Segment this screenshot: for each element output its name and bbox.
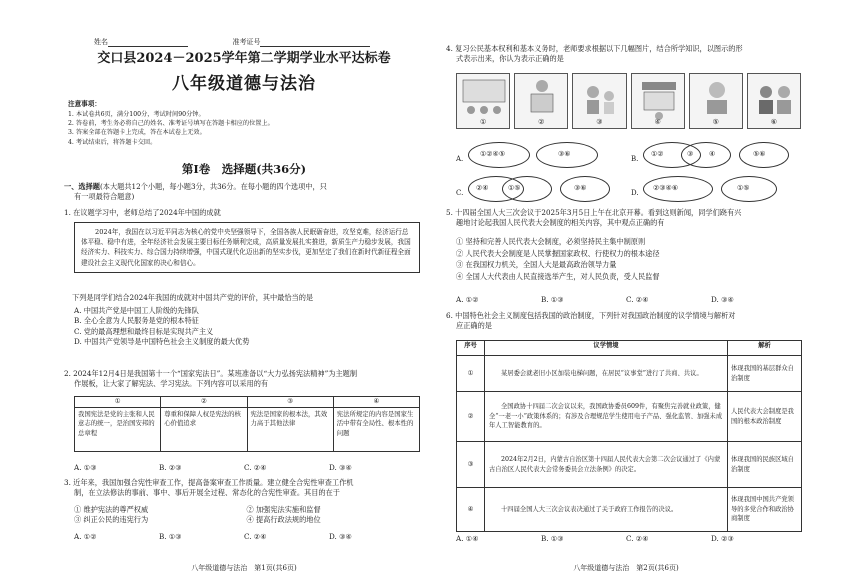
q6-row-context: 2024年2月2日，内蒙古自治区第十四届人民代表大会第二次会议通过了《内蒙古自治区人民代表大会常务委员会立法条例》的决定。 [485, 442, 728, 488]
option-a[interactable]: A. 中国共产党是中国工人阶级的先锋队 [74, 306, 199, 315]
q6-row-no: ① [457, 356, 485, 392]
picture-number: ④ [654, 117, 661, 126]
q6-row-analysis: 体现我国中国共产党领导的多党合作和政治协商制度 [728, 488, 802, 532]
option-d[interactable]: D. ③④ [329, 532, 352, 541]
venn-right: ④ [709, 150, 716, 158]
q2-header-1: ① [75, 397, 161, 408]
q6-row-analysis: 体现我国的民族区域自治制度 [728, 442, 802, 488]
venn-extra: ⑤⑥ [753, 150, 766, 158]
question-3-options [64, 532, 414, 542]
q2-cell-3: 宪法是国家的根本法，其效力高于其他法律 [247, 407, 333, 451]
question-5-items [456, 236, 801, 282]
question-4-stem-line1: 4. 复习公民基本权利和基本义务时，老师要求根据以下几幅图片，结合所学知识，以图示的形 [446, 44, 743, 53]
question-3-items [74, 505, 419, 526]
question-2-options [64, 463, 414, 473]
question-1-ask: 下列是同学们结合2024年我国的成就对中国共产党的评价，其中最恰当的是 [72, 293, 314, 302]
q5-item: ① 坚持和完善人民代表大会制度，必须坚持民主集中制原则 [456, 237, 646, 246]
name-blank[interactable] [108, 39, 188, 47]
option-letter: A. [456, 155, 464, 163]
picture-number: ⑤ [712, 117, 719, 126]
question-4-stem [446, 44, 806, 65]
question-1-options [74, 306, 419, 348]
q3-item: ④ 提高行政法规的地位 [246, 515, 321, 525]
question-6-options [446, 534, 796, 544]
option-letter: B. [631, 155, 639, 163]
question-5-stem-line2: 趣地讨论起我国人民代表大会制度的相关内容，其中观点正确的有 [456, 218, 665, 228]
q3-item: ② 加强宪法实施和监督 [246, 505, 321, 514]
option-b[interactable]: B. ①③ [159, 532, 182, 541]
question-2-stem-line1: 2. 2024年12月4日是我国第十一个“国家宪法日”。某班准备以“大力弘扬宪法精神”为主题制 [64, 369, 358, 378]
q3-item: ① 维护宪法的尊严权威 [74, 505, 149, 514]
option-a[interactable] [456, 140, 626, 170]
option-a[interactable]: A. ①④ [456, 534, 479, 543]
venn-left: ①②④⑤ [480, 150, 506, 158]
option-d[interactable]: D. ③④ [711, 295, 734, 304]
q5-item: ② 人民代表大会制度是人民掌握国家政权、行使权力的根本途径 [456, 248, 660, 258]
q2-header-3: ③ [247, 397, 333, 408]
page-footer: 八年级道德与法治 第2页(共6页) [573, 564, 679, 572]
option-d[interactable]: D. ②③ [711, 534, 734, 543]
q6-row-analysis: 人民代表大会制度是我国的根本政治制度 [728, 392, 802, 442]
venn-left: ①② [651, 150, 664, 158]
question-1-stem: 1. 在议题学习中，老师总结了2024年中国的成就 [64, 208, 221, 217]
q6-header-no: 序号 [457, 341, 485, 356]
venn-right: ③⑥ [574, 184, 587, 192]
q2-header-4: ④ [333, 397, 419, 408]
picture-number: ② [538, 117, 545, 126]
picture-number: ⑥ [770, 117, 778, 126]
exam-number-label: 准考证号 [232, 38, 261, 46]
question-2-stem [64, 369, 424, 390]
part-one-title: 第Ⅰ卷 选择题(共36分) [181, 162, 307, 176]
question-3-stem [64, 478, 424, 499]
q6-row-no: ② [457, 392, 485, 442]
option-c[interactable]: C. ②④ [626, 295, 649, 304]
q5-item: ④ 全国人大代表由人民直接选举产生，对人民负责，受人民监督 [456, 271, 660, 281]
question-3-stem-line1: 3. 近年来，我国加强合宪性审查工作，提高备案审查工作质量。建立健全合宪性审查工作机 [64, 478, 354, 487]
option-b[interactable]: B. ①③ [541, 295, 564, 304]
venn-left: ②③④⑥ [653, 184, 679, 192]
page-left [64, 0, 424, 588]
q6-row-analysis: 体现我国的基层群众自治制度 [728, 356, 802, 392]
option-a[interactable]: A. ①② [74, 532, 97, 541]
picture-5 [689, 73, 743, 129]
student-info-line [94, 37, 370, 47]
question-4-pictures [456, 73, 801, 129]
page-right [446, 0, 806, 588]
option-c[interactable]: C. ②④ [244, 532, 267, 541]
q6-row-context: 某居委会就老旧小区加装电梯问题，在居民“议事堂”进行了共商、共议。 [485, 356, 728, 392]
option-b[interactable]: B. 全心全意为人民服务是党的根本特征 [74, 316, 199, 326]
exam-number-blank[interactable] [260, 39, 370, 47]
note-item: 4. 考试结束后，将答题卡交回。 [68, 138, 157, 146]
option-b[interactable]: B. ②③ [159, 463, 182, 472]
option-d[interactable] [631, 174, 801, 204]
table-row [457, 356, 802, 392]
section-intro [64, 182, 424, 203]
subject-title: 八年级道德与法治 [172, 74, 316, 94]
option-c[interactable] [456, 174, 626, 204]
option-d[interactable]: D. ③④ [329, 463, 352, 472]
picture-3 [572, 73, 626, 129]
picture-number: ① [479, 117, 487, 126]
venn-overlap: ③ [687, 150, 694, 158]
picture-1 [456, 73, 510, 129]
exam-title: 交口县2024－2025学年第二学期学业水平达标卷 [97, 51, 391, 66]
note-item: 3. 答案全部在答题卡上完成，答在本试卷上无效。 [68, 129, 206, 137]
question-2-table [74, 396, 420, 452]
q2-header-2: ② [161, 397, 247, 408]
option-b[interactable]: B. ①③ [541, 534, 564, 543]
picture-number: ③ [596, 117, 603, 126]
option-letter: C. [456, 189, 464, 197]
notes-block [68, 100, 274, 147]
option-a[interactable]: A. ①③ [74, 463, 97, 472]
table-row [457, 392, 802, 442]
q6-header-analysis: 解析 [728, 341, 802, 356]
question-5-stem [446, 208, 806, 229]
note-item: 2. 答卷前，考生务必将自己的姓名、准考证号填写在答题卡相应的位置上。 [68, 120, 274, 128]
q2-cell-1: 我国宪法是党的主张和人民意志的统一，是治国安邦的总章程 [75, 407, 161, 451]
question-6-stem-line1: 6. 中国特色社会主义制度包括我国的政治制度，下列针对我国政治制度的议学情境与解析对 [446, 311, 736, 320]
picture-6 [747, 73, 801, 129]
table-row [457, 488, 802, 532]
note-item: 1. 本试卷共6页，满分100分，考试时间90分钟。 [68, 110, 205, 118]
question-2-stem-line2: 作展板，让大家了解宪法、学习宪法。下列内容可以采用的有 [74, 379, 269, 389]
option-a[interactable]: A. ①② [456, 295, 479, 304]
question-6-table [456, 340, 802, 532]
q6-row-context: 全国政协十四届二次会议以来，我国政协委员609件，有聚焦完善就业政策，健全“一老一小”政策体系的；有涉及合理规范学生使用电子产品、强化监管、加强未成年人工智能教育的。 [485, 392, 728, 442]
section-instructions: (本大题共12个小题，每小题3分，共36分。在每小题的四个选项中，只 [99, 182, 327, 191]
picture-4 [631, 73, 685, 129]
table-row [457, 442, 802, 488]
option-c[interactable]: C. ②④ [244, 463, 267, 472]
q2-cell-4: 宪法所规定的内容是国家生活中带有全局性、根本性的问题 [333, 407, 419, 451]
q6-header-context: 议学情境 [485, 341, 728, 356]
question-5-options [446, 295, 796, 305]
option-letter: D. [631, 189, 639, 197]
question-1-passage: 2024年，我国在以习近平同志为核心的党中央坚强领导下，全国各族人民眠砺奋进，攻坚克难，经济运行总体平稳、稳中有进，全年经济社会发展主要目标任务顺利完成，高质量发展扎实推进，新质生产力稳步发展，我国经济实力、科技实力、综合国力持续增强，中国式现代化迈出新的坚实步伐，更加坚定了我们在新时代新征程全面建设社会主义现代化国家的决心和信心。 [74, 222, 420, 273]
question-4-stem-line2: 式表示出来，你认为表示正确的是 [456, 54, 564, 64]
section-label: 一、选择题 [64, 182, 100, 191]
option-c[interactable]: C. 党的最高理想和最终目标是实现共产主义 [74, 326, 214, 336]
venn-overlap: ①⑤ [508, 184, 521, 192]
name-label: 姓名 [94, 38, 108, 46]
question-5-stem-line1: 5. 十四届全国人大三次会议于2025年3月5日上午在北京开幕。看到这则新闻，同学们跷有兴 [446, 208, 742, 217]
q3-item: ③ 纠正公民的违宪行为 [74, 515, 149, 525]
q6-row-context: 十四届全国人大三次会议表决通过了关于政府工作报告的决议。 [485, 488, 728, 532]
section-instructions-line2: 有一项最符合题意) [74, 192, 135, 202]
venn-right: ①⑤ [737, 184, 750, 192]
venn-left: ②④ [476, 184, 489, 192]
question-3-stem-line2: 制，在立法修法的事前、事中、事后开展全过程、常态化的合宪性审查。其目的在于 [74, 488, 340, 498]
option-c[interactable]: C. ②④ [626, 534, 649, 543]
q2-cell-2: 尊重和保障人权是宪法的核心价值追求 [161, 407, 247, 451]
option-d[interactable]: D. 中国共产党领导是中国特色社会主义制度的最大优势 [74, 337, 250, 347]
option-b[interactable] [631, 140, 801, 170]
notes-title: 注意事项： [68, 100, 101, 108]
question-6-stem-line2: 应正确的是 [456, 321, 492, 331]
q5-item: ③ 在我国权力机关，全国人大是最高政治领导力量 [456, 260, 617, 270]
question-6-stem [446, 311, 806, 332]
page-footer: 八年级道德与法治 第1页(共6页) [191, 564, 297, 572]
question-4-options [456, 140, 801, 205]
venn-right: ③⑥ [558, 150, 571, 158]
q6-row-no: ③ [457, 442, 485, 488]
picture-2 [514, 73, 568, 129]
q6-row-no: ④ [457, 488, 485, 532]
